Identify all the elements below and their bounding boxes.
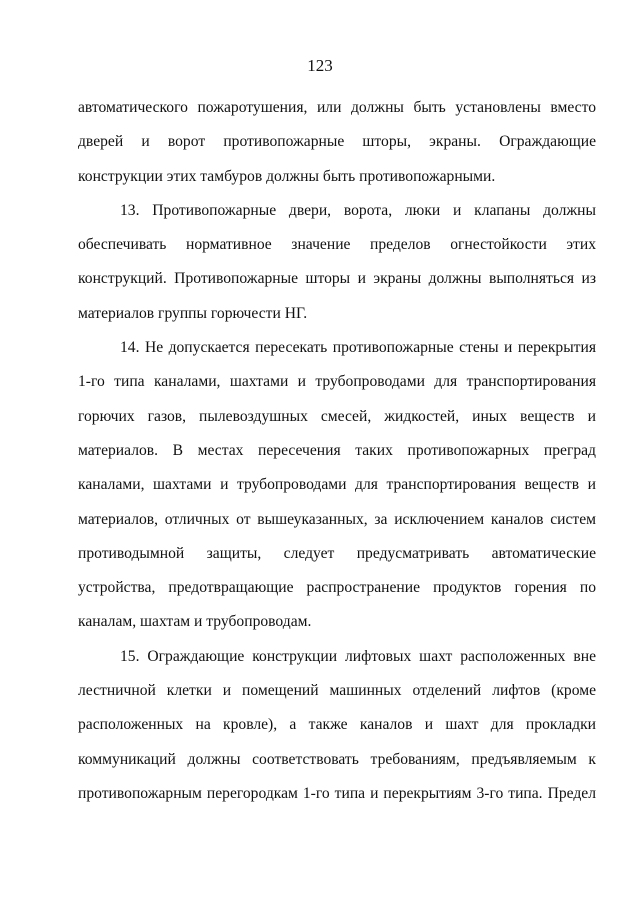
paragraph-item-15: 15. Ограждающие конструкции лифтовых шахт расположенных вне лестничной клетки и помещений машинных отделений лифтов (кроме расположенных на кровле), а также каналов и шахт для прокладки коммуникаций должны соответствовать требованиям, предъявляемым к противопожарным перегородкам 1-го типа и перекрытиям 3-го типа. Предел [78,647,596,802]
paragraph-continuation: автоматического пожаротушения, или должны быть установлены вместо дверей и ворот противопожарные шторы, экраны. Ограждающие конструкции этих тамбуров должны быть противопожарными. [78,99,596,185]
body-text [78,91,596,811]
page-number: 123 [307,56,333,75]
paragraph-item-13: 13. Противопожарные двери, ворота, люки и клапаны должны обеспечивать нормативное значение пределов огнестойкости этих конструкций. Противопожарные шторы и экраны должны выполняться из материалов группы горючести НГ. [78,201,596,322]
paragraph-item-14: 14. Не допускается пересекать противопожарные стены и перекрытия 1-го типа каналами, шахтами и трубопроводами для транспортирования горючих газов, пылевоздушных смесей, жидкостей, иных веществ и материалов. В местах пересечения таких противопожарных преград каналами, шахтами и трубопроводами для транспортирования веществ и материалов, отличных от вышеуказанных, за исключением каналов систем противодымной защиты, следует предусматривать автоматические устройства, предотвращающие распространение продуктов горения по каналам, шахтам и трубопроводам. [78,339,596,631]
